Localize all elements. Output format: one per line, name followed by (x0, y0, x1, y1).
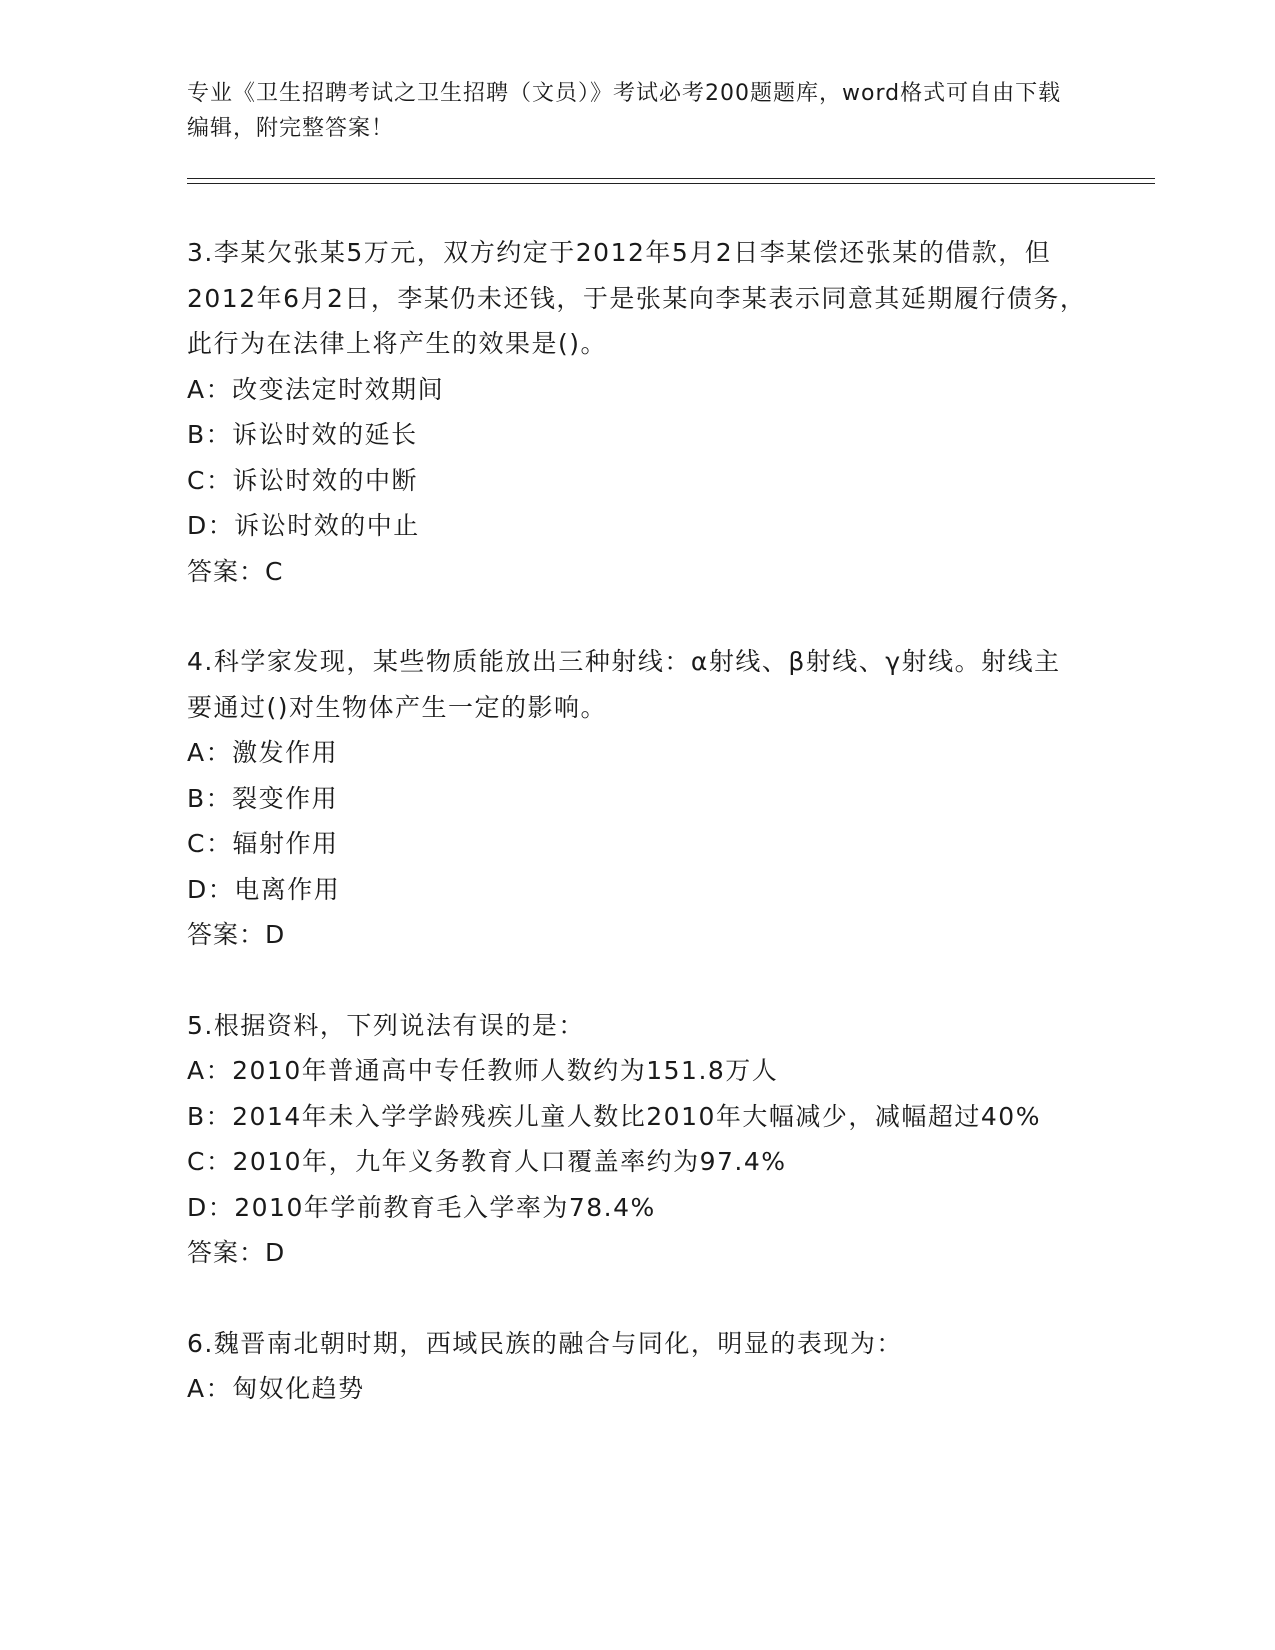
option-b: B：裂变作用 (187, 783, 339, 813)
question-5 (187, 1003, 1087, 1276)
header-rule-bottom (187, 183, 1155, 184)
option-d: D：电离作用 (187, 874, 341, 904)
option-c: C：2010年，九年义务教育人口覆盖率约为97.4% (187, 1147, 787, 1176)
document-header (187, 76, 1067, 146)
option-b: B：诉讼时效的延长 (187, 420, 418, 449)
question-4 (187, 639, 1087, 958)
option-c: C：诉讼时效的中断 (187, 465, 418, 495)
option-d: D：诉讼时效的中止 (187, 511, 420, 540)
question-stem: 5.根据资料，下列说法有误的是： (187, 1010, 585, 1040)
option-c: C：辐射作用 (187, 829, 339, 858)
question-6 (187, 1321, 1087, 1412)
question-stem: 4.科学家发现，某些物质能放出三种射线：α射线、β射线、γ射线。射线主要通过()对生物体产生一定的影响。 (187, 647, 1061, 722)
header-intro: 专业《卫生招聘考试之卫生招聘（文员）》考试必考200题题库，word格式可自由下载编辑，附完整答案！ (187, 81, 1062, 141)
question-stem: 6.魏晋南北朝时期，西域民族的融合与同化，明显的表现为： (187, 1328, 903, 1358)
answer-line: 答案：D (187, 920, 286, 949)
answer-line: 答案：C (187, 556, 284, 586)
option-b: B：2014年未入学学龄残疾儿童人数比2010年大幅减少，减幅超过40% (187, 1101, 1041, 1131)
option-d: D：2010年学前教育毛入学率为78.4% (187, 1192, 656, 1222)
option-a: A：激发作用 (187, 738, 339, 767)
option-a: A：改变法定时效期间 (187, 374, 445, 404)
option-a: A：2010年普通高中专任教师人数约为151.8万人 (187, 1056, 779, 1085)
answer-line: 答案：D (187, 1238, 286, 1267)
question-3 (187, 230, 1087, 594)
header-rule-top (187, 178, 1155, 179)
option-a: A：匈奴化趋势 (187, 1374, 365, 1403)
question-stem: 3.李某欠张某5万元，双方约定于2012年5月2日李某偿还张某的借款，但2012年6月2日，李某仍未还钱，于是张某向李某表示同意其延期履行债务，此行为在法律上将产生的效果是()。 (187, 238, 1087, 358)
question-list (187, 230, 1087, 1457)
